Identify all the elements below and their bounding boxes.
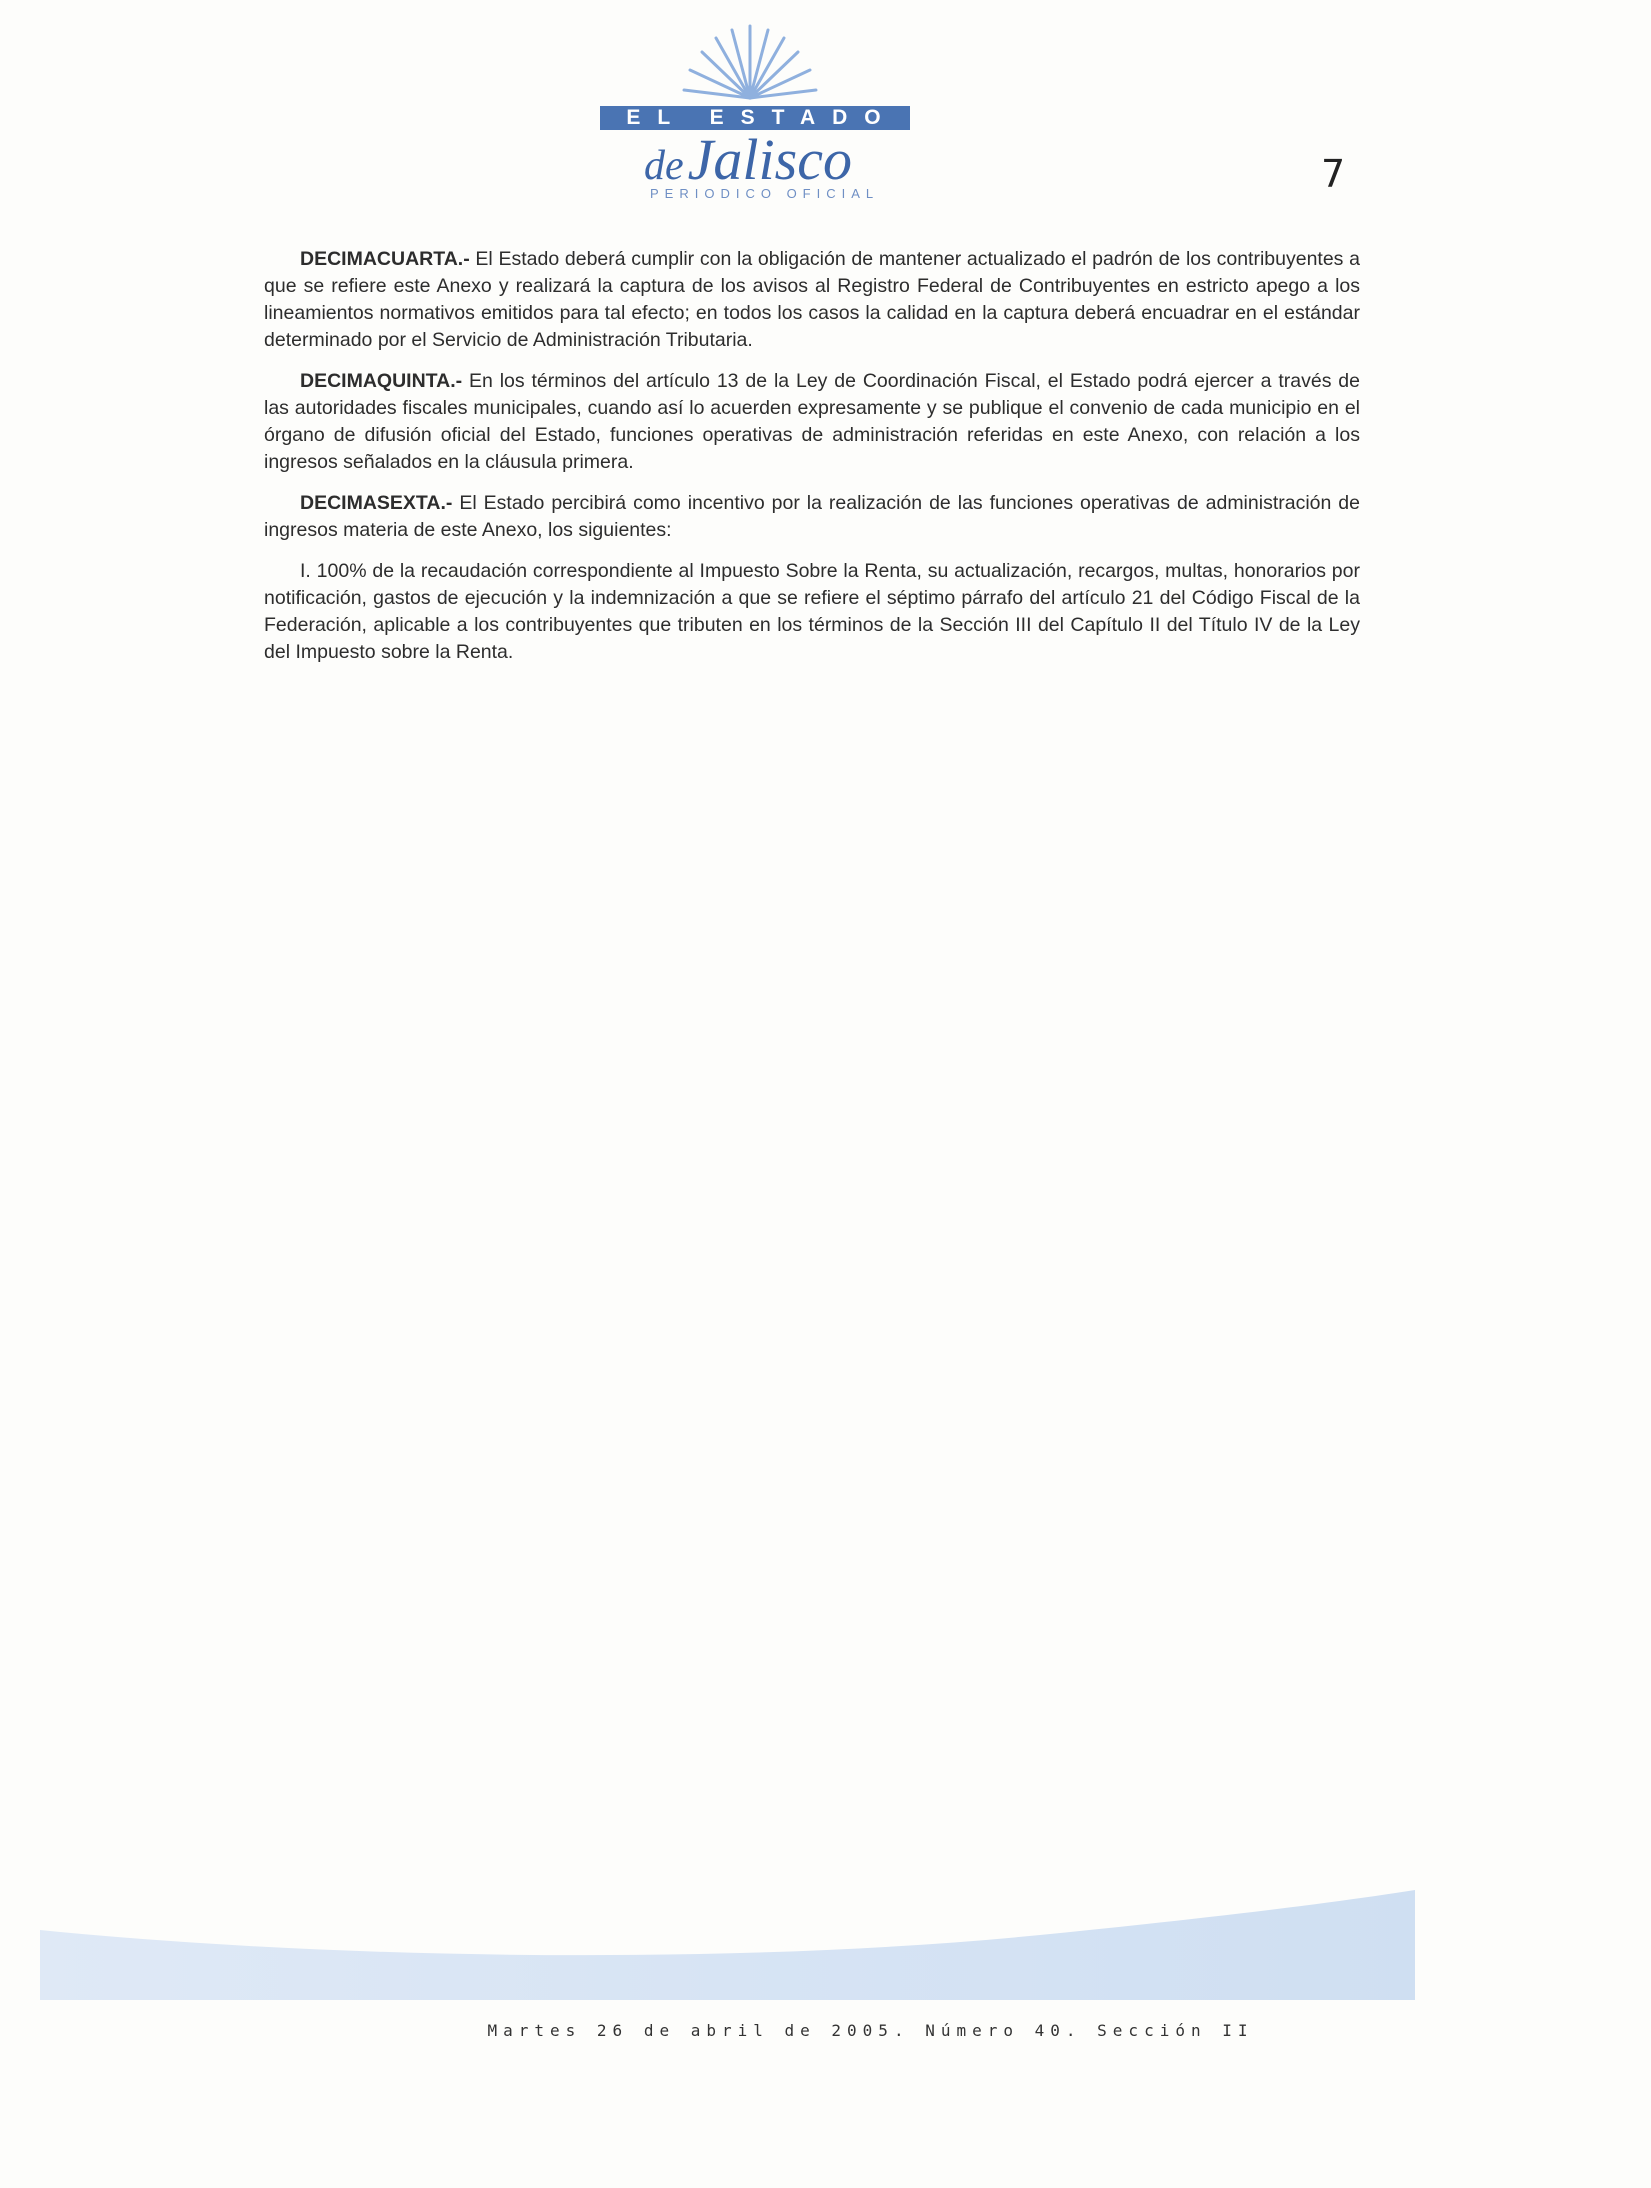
masthead-brand <box>644 126 852 193</box>
clause-paragraph <box>264 490 1360 544</box>
document-body <box>264 246 1360 680</box>
brand-de: de <box>644 143 684 189</box>
masthead-subtitle: PERIODICO OFICIAL <box>650 186 880 201</box>
masthead-logo <box>560 20 940 201</box>
clause-text: En los términos del artículo 13 de la Ley de Coordinación Fiscal, el Estado podrá ejercer a través de las autoridades fiscales municipales, cuando así lo acuerden expresamente y se publique el convenio de cada municipio en el órgano de difusión oficial del Estado, funciones operativas de administración referidas en este Anexo, con relación a los ingresos señalados en la cláusula primera. <box>264 370 1360 473</box>
page-number: 7 <box>1321 152 1346 196</box>
clause-text: El Estado percibirá como incentivo por la realización de las funciones operativas de administración de ingresos materia de este Anexo, los siguientes: <box>264 492 1360 541</box>
masthead-banner: EL ESTADO <box>600 106 910 130</box>
clause-text: I. 100% de la recaudación correspondiente al Impuesto Sobre la Renta, su actualización, recargos, multas, honorarios por notificación, gastos de ejecución y la indemnización a que se refiere el séptimo párrafo del artículo 21 del Código Fiscal de la Federación, aplicable a los contribuyentes que tributen en los términos de la Sección III del Capítulo II del Título IV de la Ley del Impuesto sobre la Renta. <box>264 560 1360 663</box>
clause-text: El Estado deberá cumplir con la obligación de mantener actualizado el padrón de los contribuyentes a que se refiere este Anexo y realizará la captura de los avisos al Registro Federal de Contribuyentes en estricto apego a los lineamientos normativos emitidos para tal efecto; en todos los casos la calidad en la captura deberá encuadrar en el estándar determinado por el Servicio de Administración Tributaria. <box>264 248 1360 351</box>
brand-jalisco: Jalisco <box>687 127 852 192</box>
clause-item-paragraph <box>264 558 1360 666</box>
clause-label: DECIMACUARTA.- <box>300 248 470 270</box>
clause-paragraph <box>264 368 1360 476</box>
clause-label: DECIMAQUINTA.- <box>300 370 463 392</box>
clause-label: DECIMASEXTA.- <box>300 492 453 514</box>
page-footer: Martes 26 de abril de 2005. Número 40. Sección II <box>487 2021 1254 2040</box>
clause-paragraph <box>264 246 1360 354</box>
sunburst-icon <box>680 20 820 100</box>
decorative-wave <box>40 1890 1420 2000</box>
